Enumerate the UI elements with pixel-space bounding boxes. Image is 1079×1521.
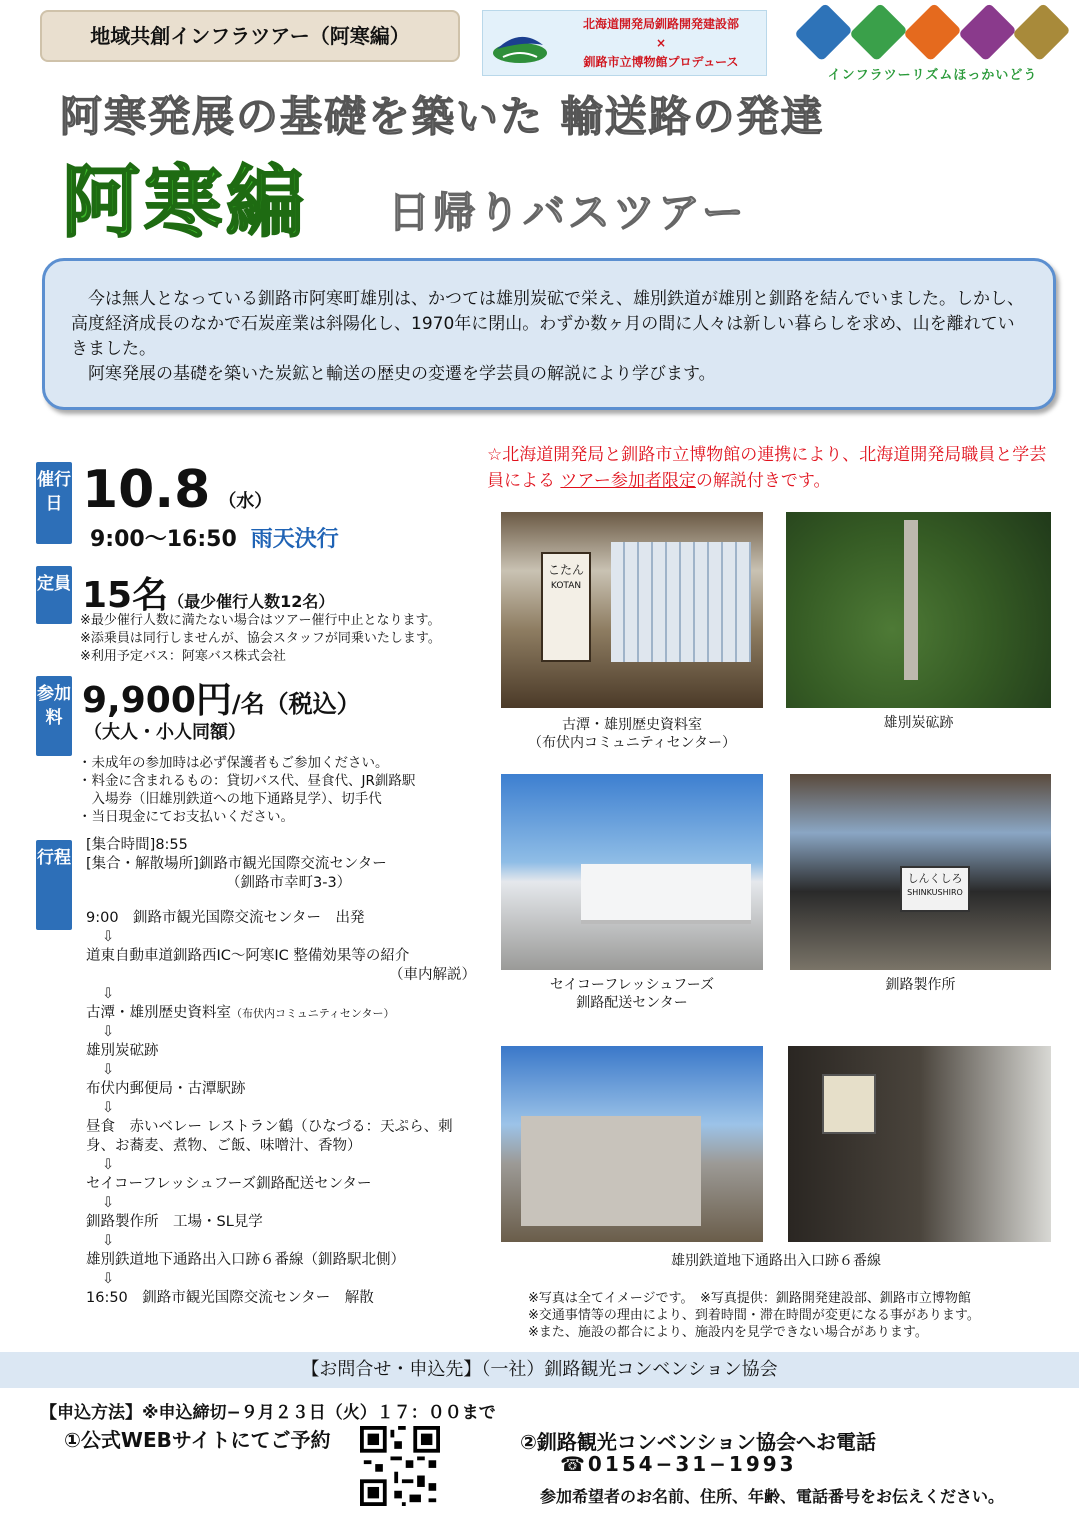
schedule-item: 釧路製作所 工場・SL見学 bbox=[86, 1214, 263, 1230]
capacity-value: 15名 bbox=[82, 575, 169, 616]
price-bullet: 入場券（旧雄別鉄道への地下通路見学）、切手代 bbox=[78, 791, 382, 807]
photo-caption bbox=[501, 976, 763, 1012]
photo-sign-text: SHINKUSHIRO bbox=[907, 888, 963, 897]
date-weekday: （水） bbox=[218, 491, 273, 512]
photo-underpass-exterior bbox=[501, 1046, 763, 1242]
tractor-icon bbox=[1012, 3, 1070, 61]
date-value: 10.8 bbox=[82, 460, 211, 520]
photo-caption-line: （布伏内コミュニティセンター） bbox=[527, 735, 737, 751]
main-title: 阿寒編 bbox=[62, 158, 309, 248]
tour-time bbox=[90, 522, 339, 553]
credit-line: ※また、施設の都合により、施設内を見学できない場合があります。 bbox=[528, 1325, 928, 1340]
down-arrow-icon: ⇩ bbox=[102, 1157, 115, 1173]
price-label: 参加料 bbox=[36, 676, 72, 756]
photo-credits bbox=[528, 1290, 980, 1341]
rain-policy: 雨天決行 bbox=[250, 527, 339, 552]
photo-sign-text: しんくしろ bbox=[907, 872, 963, 885]
infra-tourism-brand bbox=[800, 6, 1065, 83]
price-unit: /名（税込） bbox=[231, 690, 361, 718]
brand-label: インフラツーリズムほっかいどう bbox=[827, 68, 1038, 83]
intro-box bbox=[42, 258, 1056, 410]
apply-phone-note: 参加希望者のお名前、住所、年齢、電話番号をお伝えください。 bbox=[540, 1487, 1005, 1506]
time-value: 9:00〜16:50 bbox=[90, 527, 237, 552]
photo-museum-room bbox=[501, 512, 763, 708]
apply-phone-number[interactable]: ☎0154−31−1993 bbox=[560, 1452, 797, 1476]
down-arrow-icon: ⇩ bbox=[102, 1195, 115, 1211]
down-arrow-icon: ⇩ bbox=[102, 1233, 115, 1249]
photo-caption-line: セイコーフレッシュフーズ bbox=[549, 977, 715, 993]
photo-distribution-center bbox=[501, 774, 763, 970]
capacity bbox=[82, 567, 334, 618]
tour-date bbox=[82, 460, 272, 520]
photo-underpass-interior bbox=[788, 1046, 1051, 1242]
special-note bbox=[487, 442, 1047, 494]
schedule-item: 9:00 釧路市観光国際交流センター 出発 bbox=[86, 910, 365, 926]
schedule-item: 雄別炭砿跡 bbox=[86, 1043, 159, 1059]
capacity-note: ※利用予定バス：阿寒バス株式会社 bbox=[80, 649, 286, 664]
contact-bar: 【お問合せ・申込先】（一社）釧路観光コンベンション協会 bbox=[0, 1352, 1079, 1388]
apply-phone-title: ②釧路観光コンベンション協会へお電話 bbox=[520, 1430, 877, 1454]
price-bullets bbox=[78, 754, 415, 826]
price bbox=[82, 672, 361, 723]
schedule-item: 雄別鉄道地下通路出入口跡６番線（釧路駅北側） bbox=[86, 1252, 405, 1268]
subtitle: 日帰りバスツアー bbox=[388, 188, 747, 237]
apply-title: 【申込方法】※申込締切−９月２３日（火）１７：００まで bbox=[40, 1403, 496, 1423]
excavator-icon bbox=[903, 3, 961, 61]
organizer-line-2: 釧路市立博物館プロデュース bbox=[583, 55, 739, 69]
down-arrow-icon: ⇩ bbox=[102, 1100, 115, 1116]
organizer-box bbox=[482, 10, 767, 76]
price-bullet: ・料金に含まれるもの：貸切バス代、昼食代、JR釧路駅 bbox=[78, 773, 416, 789]
meet-address: （釧路市幸町3-3） bbox=[226, 875, 352, 891]
down-arrow-icon: ⇩ bbox=[102, 1062, 115, 1078]
capacity-note: ※添乗員は同行しませんが、協会スタッフが同乗いたします。 bbox=[80, 631, 441, 646]
organizer-cross: × bbox=[655, 36, 667, 50]
schedule-item-note: （車内解説） bbox=[389, 967, 476, 983]
photo-caption bbox=[501, 716, 763, 752]
down-arrow-icon: ⇩ bbox=[102, 986, 115, 1002]
tour-tag: 地域共創インフラツアー（阿寒編） bbox=[40, 10, 460, 62]
down-arrow-icon: ⇩ bbox=[102, 1271, 115, 1287]
capacity-note: ※最少催行人数に満たない場合はツアー催行中止となります。 bbox=[80, 613, 441, 628]
special-note-part2: の解説付きです。 bbox=[695, 471, 831, 491]
dam-icon bbox=[794, 3, 852, 61]
photo-caption: 雄別炭砿跡 bbox=[883, 715, 954, 731]
price-bullet: ・当日現金にてお支払いください。 bbox=[78, 809, 294, 825]
photo-steam-locomotive bbox=[790, 774, 1051, 970]
photo-caption-line: 古潭・雄別歴史資料室 bbox=[562, 717, 702, 733]
schedule-label: 行程 bbox=[36, 840, 72, 930]
schedule-item-note: （布伏内コミュニティセンター） bbox=[231, 1007, 395, 1020]
photo-caption-line: 釧路配送センター bbox=[576, 995, 688, 1011]
price-bullet: ・未成年の参加時は必ず保護者もご参加ください。 bbox=[78, 755, 389, 771]
down-arrow-icon: ⇩ bbox=[102, 929, 115, 945]
photo-sign-text: KOTAN bbox=[550, 581, 582, 591]
special-note-underlined: ツアー参加者限定 bbox=[560, 471, 696, 491]
schedule-item: 道東自動車道釧路西IC〜阿寒IC 整備効果等の紹介 bbox=[86, 948, 410, 964]
photo-sign-text: こたん bbox=[547, 563, 584, 577]
organizer-line-1: 北海道開発局釧路開発建設部 bbox=[582, 17, 739, 31]
apply-web[interactable]: ①公式WEBサイトにてご予約 bbox=[64, 1428, 331, 1452]
credit-line: ※写真は全てイメージです。 ※写真提供：釧路開発建設部、釧路市立博物館 bbox=[528, 1291, 971, 1306]
headline: 阿寒発展の基礎を築いた 輸送路の発達 bbox=[60, 92, 825, 141]
forest-icon bbox=[849, 3, 907, 61]
intro-paragraph-1: 今は無人となっている釧路市阿寒町雄別は、かつては雄別炭砿で栄え、雄別鉄道が雄別と釧路を結んでいました。しかし、高度経済成長のなかで石炭産業は斜陽化し、1970年に閉山。わずか数ヶ月の間に人々は新しい暮らしを求め、山を離れていきました。 bbox=[71, 289, 1025, 359]
meet-place: [集合・解散場所]釧路市観光国際交流センター bbox=[86, 856, 387, 872]
date-label: 催行日 bbox=[36, 462, 72, 544]
schedule-item: 16:50 釧路市観光国際交流センター 解散 bbox=[86, 1290, 374, 1306]
price-value: 9,900円 bbox=[82, 680, 232, 721]
schedule-item-label: 古潭・雄別歴史資料室 bbox=[86, 1005, 231, 1021]
bridge-icon bbox=[958, 3, 1016, 61]
schedule-item: セイコーフレッシュフーズ釧路配送センター bbox=[86, 1176, 372, 1192]
intro-paragraph-2: 阿寒発展の基礎を築いた炭鉱と輸送の歴史の変遷を学芸員の解説により学びます。 bbox=[88, 364, 716, 384]
hokkaido-bureau-logo bbox=[491, 23, 549, 67]
photo-caption: 釧路製作所 bbox=[885, 977, 956, 993]
photo-caption: 雄別鉄道地下通路出入口跡６番線 bbox=[671, 1253, 881, 1269]
capacity-min: （最少催行人数12名） bbox=[168, 592, 335, 611]
schedule-item: 昼食 赤いベレー レストラン鶴（ひなづる：天ぷら、刺身、お蕎麦、煮物、ご飯、味噌汁、香物） bbox=[86, 1119, 453, 1154]
special-note-part1: ☆北海道開発局と釧路市立博物館の連携により、北海道開発局職員と学芸員による bbox=[487, 445, 1047, 491]
photo-coal-mine-chimney bbox=[786, 512, 1051, 708]
meet-time: [集合時間]8:55 bbox=[86, 837, 188, 853]
schedule-item: 布伏内郵便局・古潭駅跡 bbox=[86, 1081, 246, 1097]
schedule bbox=[86, 836, 486, 1308]
qr-code-icon[interactable] bbox=[360, 1426, 440, 1506]
schedule-item bbox=[86, 1004, 486, 1023]
capacity-notes bbox=[80, 612, 441, 666]
price-note: （大人・小人同額） bbox=[84, 722, 246, 743]
down-arrow-icon: ⇩ bbox=[102, 1024, 115, 1040]
credit-line: ※交通事情等の理由により、到着時間・滞在時間が変更になる事があります。 bbox=[528, 1308, 980, 1323]
capacity-label: 定員 bbox=[36, 566, 72, 624]
